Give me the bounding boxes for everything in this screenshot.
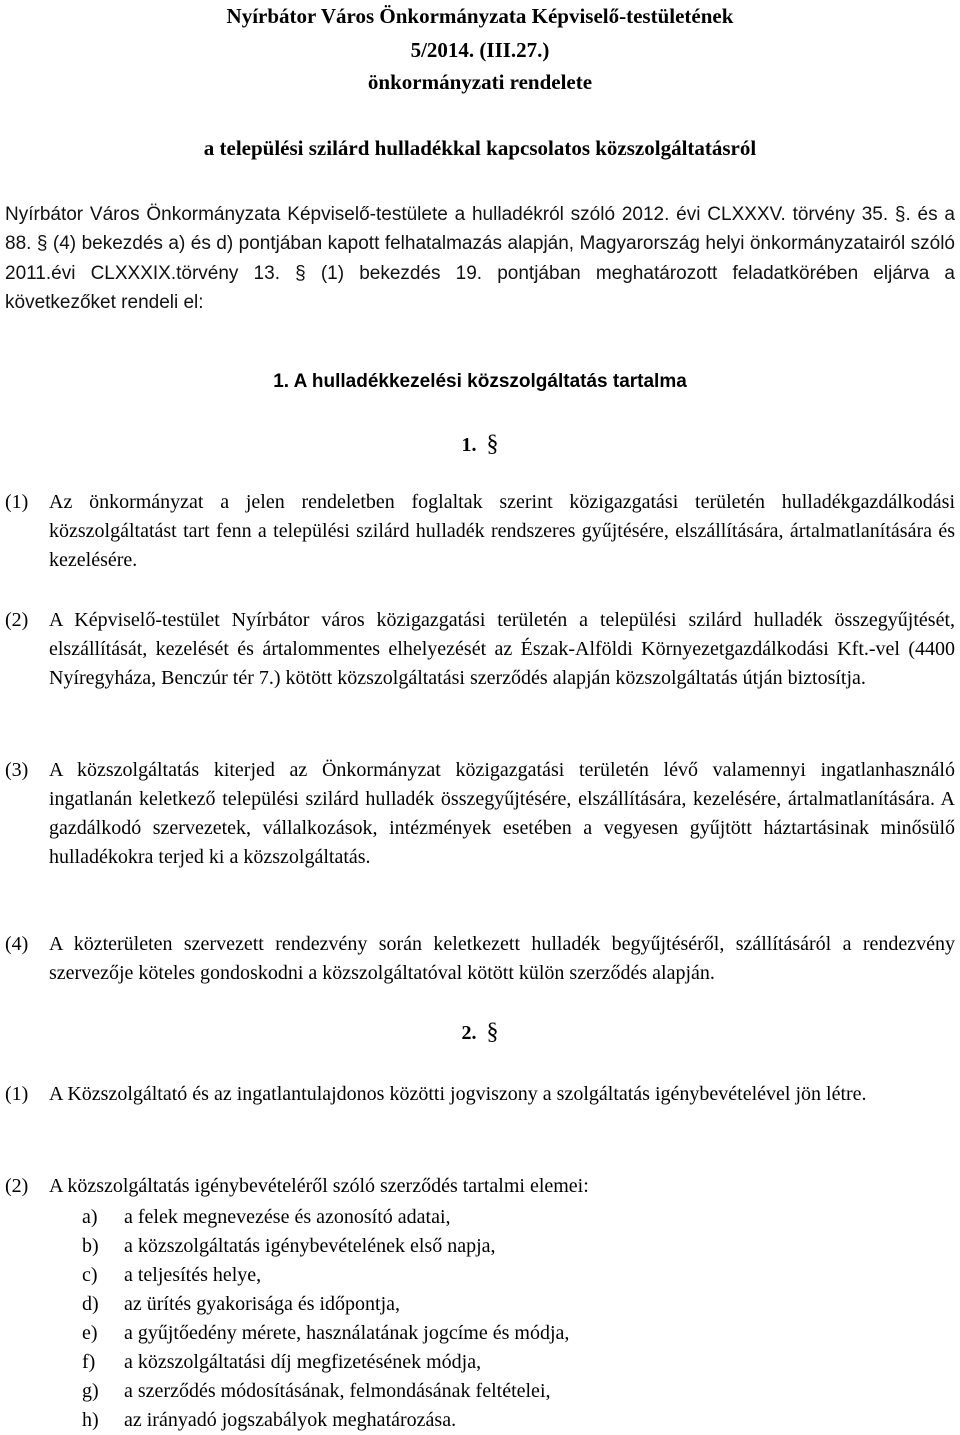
section-symbol: § — [486, 431, 499, 457]
list-letter: g) — [82, 1380, 99, 1402]
paragraph-1-2 — [5, 606, 955, 693]
contract-elements-list — [82, 1203, 942, 1435]
paragraph-text: A közszolgáltatás kiterjed az Önkormányzat közigazgatási területén lévő valamennyi ingatlanhasználó ingatlanán keletkező települési szilárd hulladék összegyűjtésére, elszállítására, kezelésére, ártalmatlanítására. A gazdálkodó szervezetek, vállalkozások, intézmények esetében a vegyesen gyűjtött háztartásinak minősülő hulladékokra terjed ki a közszolgáltatás. — [49, 759, 955, 868]
list-item — [82, 1261, 942, 1290]
section-2-heading — [0, 1018, 960, 1047]
title-line-4: a települési szilárd hulladékkal kapcsolatos közszolgáltatásról — [203, 136, 757, 160]
list-item — [82, 1203, 942, 1232]
list-text: a szerződés módosításának, felmondásának feltételei, — [124, 1380, 551, 1402]
preamble: Nyírbátor Város Önkormányzata Képviselő-testülete a hulladékról szóló 2012. évi CLXXXV. törvény 35. §. és a 88. § (4) bekezdés a) és d) pontjában kapott felhatalmazás alapján, Magyarország helyi önkormányzatairól szóló 2011.évi CLXXXIX.törvény 13. § (1) bekezdés 19. pontjában meghatározott feladatkörében eljárva a következőket rendeli el: — [5, 204, 955, 314]
paragraph-1-3 — [5, 756, 955, 872]
title-line-3: önkormányzati rendelete — [367, 70, 593, 94]
paragraph-number: (1) — [5, 491, 29, 513]
list-letter: a) — [82, 1206, 98, 1228]
list-letter: b) — [82, 1235, 99, 1257]
list-item — [82, 1377, 942, 1406]
list-text: a felek megnevezése és azonosító adatai, — [124, 1206, 451, 1228]
list-letter: e) — [82, 1322, 98, 1344]
list-letter: f) — [82, 1351, 96, 1373]
paragraph-1-1 — [5, 488, 955, 575]
chapter-heading-1: 1. A hulladékkezelési közszolgáltatás tartalma — [273, 371, 687, 392]
section-number: 1. — [461, 434, 477, 456]
section-symbol: § — [486, 1019, 499, 1045]
paragraph-number: (3) — [5, 759, 29, 781]
title-line-1: Nyírbátor Város Önkormányzata Képviselő-testületének — [226, 4, 734, 28]
paragraph-text: Az önkormányzat a jelen rendeletben foglaltak szerint közigazgatási területén hulladékgazdálkodási közszolgáltatást tart fenn a települési szilárd hulladék rendszeres gyűjtésére, elszállítására, ártalmatlanítására és kezelésére. — [49, 491, 955, 571]
list-item — [82, 1290, 942, 1319]
section-number: 2. — [461, 1022, 477, 1044]
paragraph-text: A Képviselő-testület Nyírbátor város közigazgatási területén a települési szilárd hulladék összegyűjtését, elszállítását, kezelését és ártalommentes elhelyezését az Észak-Alföldi Környezetgazdálkodási Kft.-vel (4400 Nyíregyháza, Benczúr tér 7.) kötött közszolgáltatási szerződés alapján közszolgáltatás útján biztosítja. — [49, 609, 955, 689]
list-text: a gyűjtőedény mérete, használatának jogcíme és módja, — [124, 1322, 570, 1344]
paragraph-2-1 — [5, 1080, 955, 1109]
paragraph-number: (2) — [5, 609, 29, 631]
title-line-2: 5/2014. (III.27.) — [410, 38, 550, 62]
paragraph-1-4 — [5, 930, 955, 988]
paragraph-text: A közszolgáltatás igénybevételéről szóló szerződés tartalmi elemei: — [49, 1175, 589, 1197]
list-item — [82, 1319, 942, 1348]
list-item — [82, 1348, 942, 1377]
list-letter: d) — [82, 1293, 99, 1315]
section-1-heading — [0, 430, 960, 459]
paragraph-text: A közterületen szervezett rendezvény során keletkezett hulladék begyűjtéséről, szállításáról a rendezvény szervezője köteles gondoskodni a közszolgáltatóval kötött külön szerződés alapján. — [49, 933, 955, 984]
list-text: a közszolgáltatás igénybevételének első napja, — [124, 1235, 496, 1257]
paragraph-2-2 — [5, 1172, 955, 1201]
list-text: az irányadó jogszabályok meghatározása. — [124, 1409, 457, 1431]
list-text: a közszolgáltatási díj megfizetésének módja, — [124, 1351, 482, 1373]
paragraph-text: A Közszolgáltató és az ingatlantulajdonos közötti jogviszony a szolgáltatás igénybevételével jön létre. — [49, 1083, 867, 1105]
list-letter: c) — [82, 1264, 98, 1286]
list-letter: h) — [82, 1409, 99, 1431]
list-item — [82, 1232, 942, 1261]
paragraph-number: (4) — [5, 933, 29, 955]
paragraph-number: (2) — [5, 1175, 29, 1197]
list-item — [82, 1406, 942, 1435]
list-text: az ürítés gyakorisága és időpontja, — [124, 1293, 401, 1315]
paragraph-number: (1) — [5, 1083, 29, 1105]
list-text: a teljesítés helye, — [124, 1264, 262, 1286]
